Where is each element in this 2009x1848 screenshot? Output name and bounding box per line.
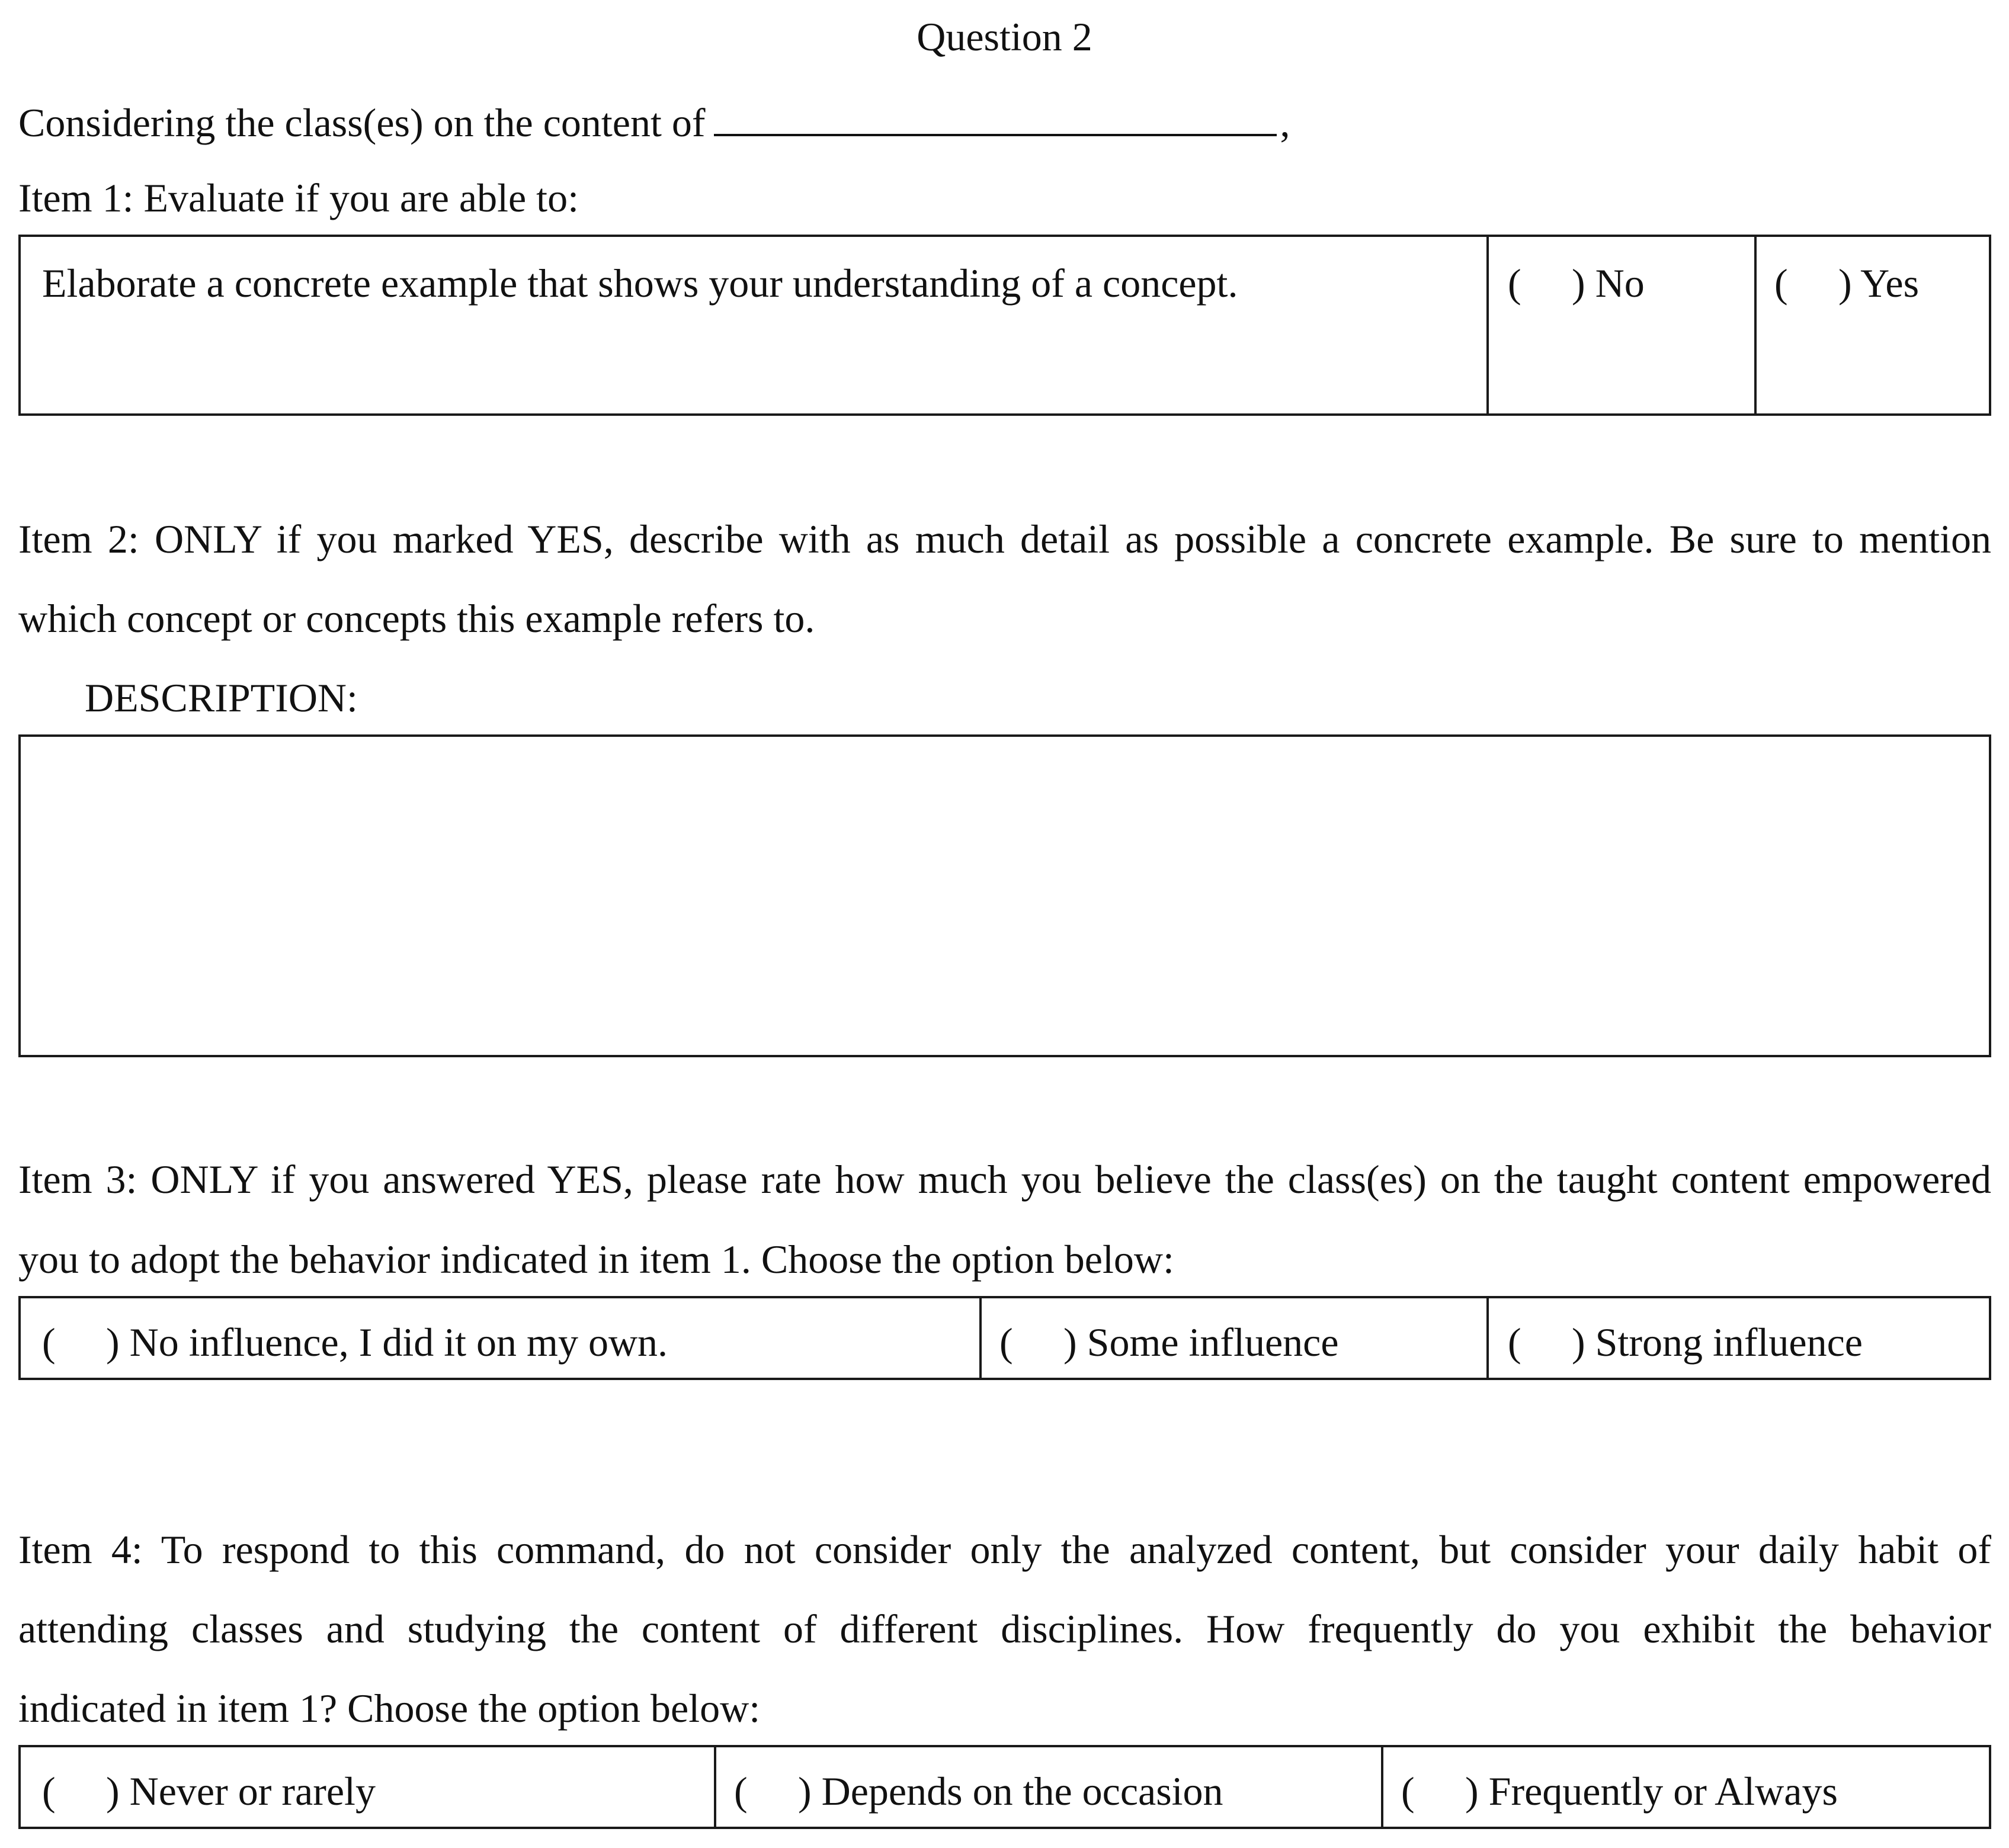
content-blank-field[interactable] xyxy=(714,98,1277,136)
item1-option-no[interactable] xyxy=(1508,261,1645,306)
paren-open: ( xyxy=(42,1320,56,1365)
option-no-label: ) No xyxy=(1572,261,1645,306)
item3-line1: Item 3: ONLY if you answered YES, please rate how much you believe the class(es) on the taught content empowered xyxy=(18,1157,1991,1202)
paren-open: ( xyxy=(734,1769,748,1814)
intro-trailing: , xyxy=(1280,100,1290,145)
item3-divider-1 xyxy=(979,1298,982,1378)
description-textarea[interactable] xyxy=(18,734,1991,1057)
item3-option-some-influence[interactable] xyxy=(999,1320,1339,1365)
item4-divider-2 xyxy=(1381,1747,1383,1827)
page-title: Question 2 xyxy=(917,14,1092,59)
item4-options-table xyxy=(18,1745,1991,1829)
item1-option-yes[interactable] xyxy=(1774,261,1920,306)
item4-divider-1 xyxy=(714,1747,716,1827)
paren-open: ( xyxy=(1508,1320,1521,1365)
paren-open: ( xyxy=(42,1769,56,1814)
paren-open: ( xyxy=(1401,1769,1415,1814)
item3-options-table xyxy=(18,1296,1991,1380)
item3-option-strong-influence[interactable] xyxy=(1508,1320,1863,1365)
item3-option-label: ) No influence, I did it on my own. xyxy=(106,1320,668,1365)
item4-option-never[interactable] xyxy=(42,1769,376,1814)
item2-line1: Item 2: ONLY if you marked YES, describe with as much detail as possible a concrete example. Be sure to mention xyxy=(18,516,1991,562)
item4-line1: Item 4: To respond to this command, do not consider only the analyzed content, but consider your daily habit of xyxy=(18,1527,1991,1572)
item4-line2: attending classes and studying the content of different disciplines. How frequently do you exhibit the behavior xyxy=(18,1606,1991,1651)
item4-line3: indicated in item 1? Choose the option below: xyxy=(18,1686,761,1731)
item4-option-frequently[interactable] xyxy=(1401,1769,1838,1814)
item4-option-label: ) Depends on the occasion xyxy=(798,1769,1223,1814)
option-yes-label: ) Yes xyxy=(1838,261,1920,306)
item1-heading: Item 1: Evaluate if you are able to: xyxy=(18,175,579,220)
item1-table xyxy=(18,235,1991,416)
intro-text: Considering the class(es) on the content of xyxy=(18,100,706,145)
item3-option-no-influence[interactable] xyxy=(42,1320,668,1365)
item4-option-label: ) Frequently or Always xyxy=(1465,1769,1838,1814)
item3-option-label: ) Some influence xyxy=(1063,1320,1339,1365)
description-label: DESCRIPTION: xyxy=(85,675,358,720)
item4-option-label: ) Never or rarely xyxy=(106,1769,376,1814)
item2-line2: which concept or concepts this example refers to. xyxy=(18,596,815,641)
item3-line2: you to adopt the behavior indicated in item 1. Choose the option below: xyxy=(18,1237,1174,1282)
item1-divider-1 xyxy=(1486,237,1489,413)
paren-open: ( xyxy=(1508,261,1521,306)
intro-line xyxy=(18,98,1290,143)
paren-open: ( xyxy=(1774,261,1788,306)
item1-statement: Elaborate a concrete example that shows your understanding of a concept. xyxy=(42,261,1238,306)
item1-divider-2 xyxy=(1754,237,1757,413)
item3-divider-2 xyxy=(1486,1298,1489,1378)
item3-option-label: ) Strong influence xyxy=(1572,1320,1863,1365)
paren-open: ( xyxy=(999,1320,1013,1365)
item4-option-depends[interactable] xyxy=(734,1769,1223,1814)
